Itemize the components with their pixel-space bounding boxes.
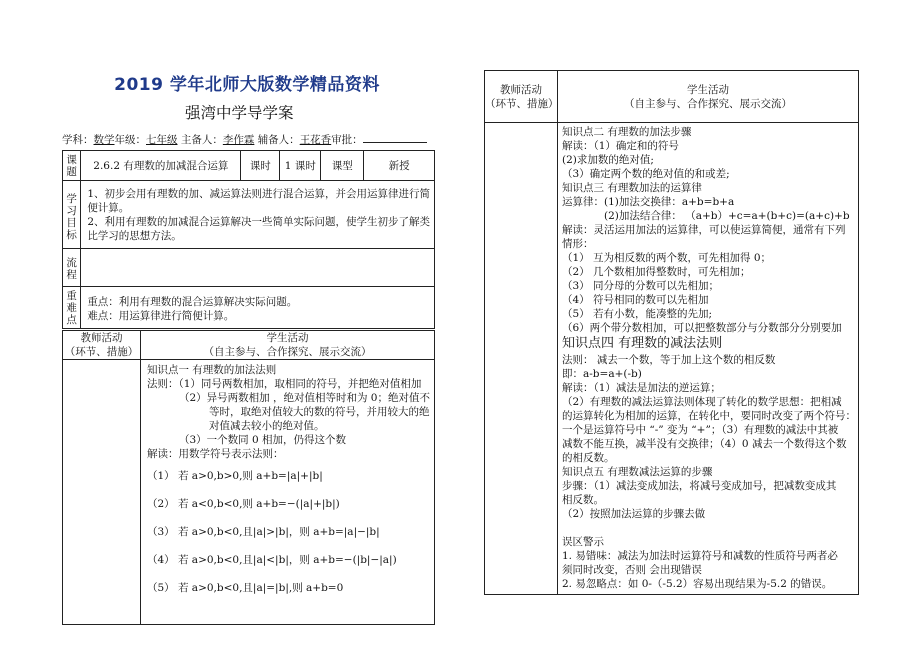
content-line: （2）有理数的减法运算法则体现了转化的数学思想：把相减: [562, 396, 842, 408]
preparer-label: 主备人：: [180, 134, 223, 146]
content-line: 的相反数。: [562, 452, 615, 464]
hours-value: 1 课时: [280, 151, 321, 181]
content-line: （2）异号两数相加 ，绝对值相等时和为 0；绝对值不: [178, 392, 430, 404]
grade-value: 七年级: [146, 134, 178, 146]
right-teacher-head-title: 教师活动: [500, 83, 542, 96]
content-line: 解读：用数学符号表示法则：: [146, 448, 284, 460]
content-line: 情形：: [562, 238, 594, 250]
right-student-head-title: 学生活动: [687, 83, 729, 96]
right-student-head: [558, 71, 859, 123]
content-line: （1） 互为相反数的两个数，可先相加得 0；: [562, 252, 772, 264]
content-line: （3）确定两个数的绝对值的和或差;: [562, 168, 730, 180]
teacher-head-title: 教师活动: [80, 332, 123, 344]
goal-line: 比学习的思想方法。: [87, 230, 182, 242]
student-head-sub: （自主参与、合作探究、展示交流）: [203, 346, 372, 358]
key-line: 重点：利用有理数的混合运算解决实际问题。: [87, 296, 298, 308]
content-line: 知识点五 有理数减法运算的步骤: [562, 466, 713, 478]
content-line: （4） 若 a>0,b<0,且|a|<|b|，则 a+b=−(|b|−|a|): [146, 554, 397, 566]
section-heading: 知识点四 有理数的减法法则: [562, 336, 723, 351]
content-line: 1. 易错味：减法为加法时运算符号和减数的性质符号两者必: [562, 550, 838, 562]
content-line: 等时，取绝对值较大的数的符号，并用较大的绝: [208, 406, 430, 418]
content-line: 法则：（1）同号两数相加，取相同的符号，并把绝对值相加: [146, 378, 422, 390]
content-line: （5） 若有小数，能凑整的先加;: [562, 308, 713, 320]
key-label: 重难点: [63, 287, 81, 329]
content-line: （2） 若 a<0,b<0,则 a+b=−(|a|+|b|): [146, 498, 340, 510]
key-cell: [81, 287, 435, 329]
student-head: [140, 331, 434, 360]
flow-label: 流程: [63, 249, 81, 287]
reviewer-blank: [363, 132, 427, 143]
right-teacher-head-sub: （环节、措施）: [485, 97, 559, 110]
content-line: （6）两个带分数相加，可以把整数部分与分数部分分别要加: [562, 322, 842, 334]
type-value: 新授: [364, 151, 435, 181]
content-line: 相反数。: [562, 494, 604, 506]
student-cell: [140, 360, 434, 625]
assistant-label: 辅备人：: [257, 134, 300, 146]
content-line: 即：a-b=a+(-b): [562, 368, 642, 380]
type-label: 课型: [321, 151, 364, 181]
topic-value: 2.6.2 有理数的加减混合运算: [81, 151, 241, 181]
flow-cell: [81, 249, 435, 287]
goals-cell: [81, 181, 435, 249]
topic-label: 课题: [63, 151, 81, 181]
content-line: 对值减去较小的绝对值。: [208, 420, 325, 432]
teacher-head: [63, 331, 141, 360]
goal-line: 1、初步会用有理数的加、减运算法则进行混合运算，并会用运算律进行简: [87, 188, 430, 200]
content-line: 解读：（1）确定和的符号: [562, 140, 679, 152]
content-line: 解读：（1）减法是加法的逆运算；: [562, 382, 721, 394]
meta-line: [62, 132, 427, 147]
goals-label: 学习目标: [63, 181, 81, 249]
content-line: 知识点一 有理数的加法法则: [146, 364, 277, 376]
key-line: 难点：用运算律进行简便计算。: [87, 310, 235, 322]
blank-line: [562, 521, 856, 535]
content-line: 一个是运算符号中 “-” 变为 “+”；（3）有理数的减法中其被: [562, 424, 839, 436]
assistant-value: 王花香: [299, 134, 332, 146]
content-line: 知识点三 有理数加法的运算律: [562, 182, 702, 194]
right-student-cell: [558, 123, 859, 595]
content-line: 减数不能互换，减半没有交换律；（4）0 减去一个数得这个数: [562, 438, 847, 450]
content-line: 步骤：（1）减法变成加法，将减号变成加号，把减数变成其: [562, 480, 837, 492]
grade-label: 年级：: [114, 134, 146, 146]
right-table: [484, 70, 859, 595]
content-line: (2)加法结合律： （a+b）+c=a+(b+c)=(a+c)+b: [604, 210, 850, 222]
content-line: （5） 若 a>0,b<0,且|a|=|b|,则 a+b=0: [146, 582, 344, 594]
content-line: 须同时改变，否则 会出现错误: [562, 564, 702, 576]
right-teacher-cell: [485, 123, 558, 595]
content-line: （3）一个数同 0 相加，仍得这个数: [178, 434, 346, 446]
student-head-title: 学生活动: [266, 332, 309, 344]
preparer-value: 李作霖: [222, 134, 255, 146]
content-line: （3） 同分母的分数可以先相加；: [562, 280, 720, 292]
reviewer-label: 审批：: [331, 134, 363, 146]
content-line: （3） 若 a>0,b<0,且|a|>|b|，则 a+b=|a|−|b|: [146, 526, 380, 538]
teacher-head-sub: （环节、措施）: [64, 346, 139, 358]
subject-label: 学科：: [62, 134, 94, 146]
content-line: 的运算转化为相加的运算，在转化中，要同时改变了两个符号：: [562, 410, 856, 422]
content-line: （4） 符号相同的数可以先相加: [562, 294, 709, 306]
right-teacher-head: [485, 71, 558, 123]
doc-title: 2019 学年北师大版数学精品资料: [114, 75, 380, 95]
content-line: 2. 易忽略点：如 0-（-5.2）容易出现结果为-5.2 的错误。: [562, 578, 833, 590]
left-table: [62, 150, 435, 329]
content-line: 运算律：(1)加法交换律：a+b=b+a: [562, 196, 735, 208]
goal-line: 2、利用有理数的加减混合运算解决一些简单实际问题，使学生初步了解类: [87, 216, 430, 228]
teacher-cell: [63, 360, 141, 625]
content-line: （1） 若 a>0,b>0,则 a+b=|a|+|b|: [146, 470, 323, 482]
goal-line: 便计算。: [87, 202, 130, 214]
content-line: （2） 几个数相加得整数时，可先相加；: [562, 266, 751, 278]
content-line: 法则： 减去一个数，等于加上这个数的相反数: [562, 354, 776, 366]
content-line: 解读：灵活运用加法的运算律，可以使运算简便，通常有下列: [562, 224, 846, 236]
content-line: 误区警示: [562, 536, 604, 548]
subject-value: 数学: [93, 134, 115, 146]
content-line: （2）按照加法运算的步骤去做: [562, 508, 706, 520]
doc-subtitle: 强湾中学导学案: [185, 104, 294, 122]
content-line: (2)求加数的绝对值;: [562, 154, 654, 166]
content-line: 知识点二 有理数的加法步骤: [562, 126, 692, 138]
right-student-head-sub: （自主参与、合作探究、展示交流）: [624, 97, 792, 110]
left-activity-table: [62, 330, 435, 625]
hours-label: 课时: [241, 151, 280, 181]
